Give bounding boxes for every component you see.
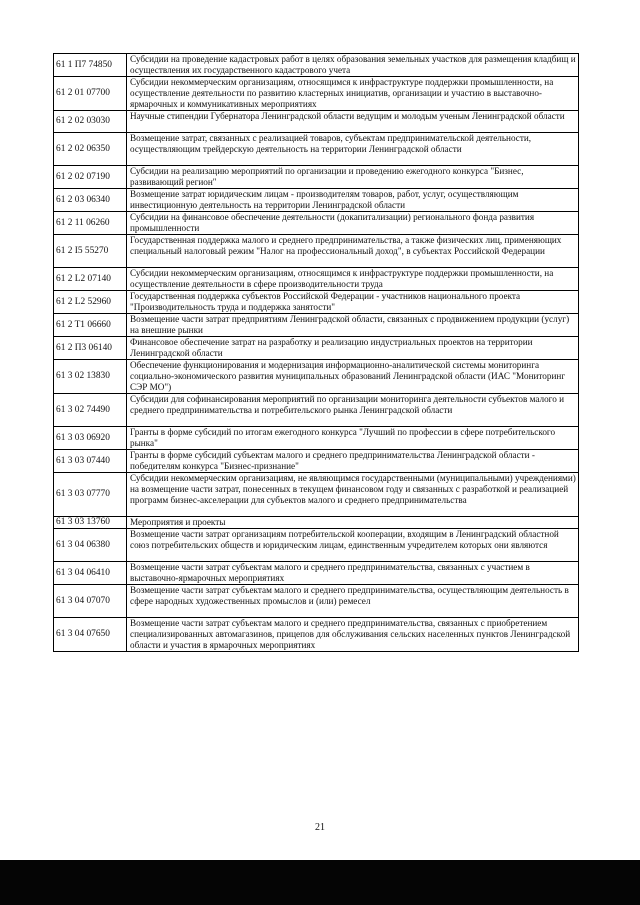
table-row xyxy=(54,314,579,337)
table-row xyxy=(54,133,579,166)
table-row xyxy=(54,54,579,77)
description-cell: Возмещение затрат юридическим лицам - производителям товаров, работ, услуг, осуществляющим инвестиционную деятельность на территории Ленинградской области xyxy=(127,189,579,212)
budget-code-cell: 61 3 04 06380 xyxy=(54,529,127,562)
description-cell: Субсидии некоммерческим организациям, относящимся к инфраструктуре поддержки промышленности, на осуществление деятельности в сфере производительности труда xyxy=(127,268,579,291)
description-cell: Субсидии для софинансирования мероприятий по организации мониторинга деятельности субъектов малого и среднего предпринимательства и потребительского рынка Ленинградской области xyxy=(127,394,579,427)
table-row xyxy=(54,394,579,427)
table-row xyxy=(54,337,579,360)
budget-code-cell: 61 2 I5 55270 xyxy=(54,235,127,268)
budget-code-cell: 61 3 04 06410 xyxy=(54,562,127,585)
budget-code-cell: 61 2 02 03030 xyxy=(54,111,127,133)
table-row xyxy=(54,268,579,291)
description-cell: Возмещение части затрат предприятиям Ленинградской области, связанных с продвижением продукции (услуг) на внешние рынки xyxy=(127,314,579,337)
table-row xyxy=(54,235,579,268)
budget-code-cell: 61 3 04 07650 xyxy=(54,618,127,652)
budget-codes-table xyxy=(53,53,579,652)
table-row xyxy=(54,360,579,394)
description-cell: Субсидии некоммерческим организациям, не являющимся государственными (муниципальными) учреждениями) на возмещение части затрат, понесенных в текущем финансовом году и связанных с разработкой и реализацией программ бизнес-акселерации для субъектов малого и среднего предпринимательства xyxy=(127,473,579,517)
budget-code-cell: 61 3 02 74490 xyxy=(54,394,127,427)
table-row xyxy=(54,529,579,562)
budget-code-cell: 61 3 04 07070 xyxy=(54,585,127,618)
description-cell: Возмещение части затрат субъектам малого и среднего предпринимательства, связанных с участием в выставочно-ярмарочных мероприятиях xyxy=(127,562,579,585)
description-cell: Субсидии некоммерческим организациям, относящимся к инфраструктуре поддержки промышленности, на осуществление деятельности по развитию кластерных инициатив, организации и участию в выставочно-ярмарочных и коммуникативных мероприятиях xyxy=(127,77,579,111)
budget-code-cell: 61 2 02 06350 xyxy=(54,133,127,166)
description-cell: Гранты в форме субсидий субъектам малого и среднего предпринимательства Ленинградской области - победителям конкурса "Бизнес-признание" xyxy=(127,450,579,473)
scan-bottom-border xyxy=(0,860,640,905)
description-cell: Субсидии на реализацию мероприятий по организации и проведению ежегодного конкурса "Бизнес, развивающий регион" xyxy=(127,166,579,189)
budget-code-cell: 61 2 L2 07140 xyxy=(54,268,127,291)
table-row xyxy=(54,77,579,111)
budget-code-cell: 61 3 03 07770 xyxy=(54,473,127,517)
description-cell: Обеспечение функционирования и модернизация информационно-аналитической системы мониторинга социально-экономического развития муниципальных образований Ленинградской области (ИАС "Мониторинг СЭР МО") xyxy=(127,360,579,394)
table-row xyxy=(54,585,579,618)
table-row xyxy=(54,450,579,473)
description-cell: Субсидии на финансовое обеспечение деятельности (докапитализации) регионального фонда развития промышленности xyxy=(127,212,579,235)
description-cell: Возмещение части затрат субъектам малого и среднего предпринимательства, связанных с приобретением специализированных автомагазинов, прицепов для обслуживания сельских населенных пунктов Ленинградской области и участия в ярмарочных мероприятиях xyxy=(127,618,579,652)
budget-code-cell: 61 2 L2 52960 xyxy=(54,291,127,314)
budget-code-cell: 61 2 П3 06140 xyxy=(54,337,127,360)
table-row xyxy=(54,427,579,450)
description-cell: Государственная поддержка субъектов Российской Федерации - участников национального проекта "Производительность труда и поддержка занятости" xyxy=(127,291,579,314)
budget-code-cell: 61 3 03 06920 xyxy=(54,427,127,450)
table-row xyxy=(54,473,579,517)
description-cell: Возмещение части затрат субъектам малого и среднего предпринимательства, осуществляющим деятельность в сфере народных художественных промыслов и (или) ремесел xyxy=(127,585,579,618)
table-row xyxy=(54,291,579,314)
budget-code-cell: 61 2 01 07700 xyxy=(54,77,127,111)
description-cell: Возмещение части затрат организациям потребительской кооперации, входящим в Ленинградский областной союз потребительских обществ и юридическим лицам, единственным учредителем которых они являются xyxy=(127,529,579,562)
page-number: 21 xyxy=(315,822,325,833)
budget-code-cell: 61 3 03 07440 xyxy=(54,450,127,473)
description-cell: Субсидии на проведение кадастровых работ в целях образования земельных участков для размещения кладбищ и осуществления их государственного кадастрового учета xyxy=(127,54,579,77)
table-row xyxy=(54,517,579,529)
table-row xyxy=(54,166,579,189)
budget-code-cell: 61 2 03 06340 xyxy=(54,189,127,212)
budget-code-cell: 61 3 03 13760 xyxy=(54,517,127,529)
description-cell: Научные стипендии Губернатора Ленинградской области ведущим и молодым ученым Ленинградской области xyxy=(127,111,579,133)
table-row xyxy=(54,212,579,235)
table-body xyxy=(54,54,579,652)
budget-code-cell: 61 1 П7 74850 xyxy=(54,54,127,77)
table-row xyxy=(54,189,579,212)
description-cell: Мероприятия и проекты xyxy=(127,517,579,529)
table-row xyxy=(54,618,579,652)
description-cell: Гранты в форме субсидий по итогам ежегодного конкурса "Лучший по профессии в сфере потребительского рынка" xyxy=(127,427,579,450)
description-cell: Государственная поддержка малого и среднего предпринимательства, а также физических лиц, применяющих специальный налоговый режим "Налог на профессиональный доход", в субъектах Российской Федерации xyxy=(127,235,579,268)
description-cell: Возмещение затрат, связанных с реализацией товаров, субъектам предпринимательской деятельности, осуществляющим трейдерскую деятельность на территории Ленинградской области xyxy=(127,133,579,166)
budget-code-cell: 61 2 02 07190 xyxy=(54,166,127,189)
budget-code-cell: 61 2 T1 06660 xyxy=(54,314,127,337)
table-row xyxy=(54,562,579,585)
budget-code-cell: 61 2 11 06260 xyxy=(54,212,127,235)
description-cell: Финансовое обеспечение затрат на разработку и реализацию индустриальных проектов на территории Ленинградской области xyxy=(127,337,579,360)
table-row xyxy=(54,111,579,133)
budget-code-cell: 61 3 02 13830 xyxy=(54,360,127,394)
